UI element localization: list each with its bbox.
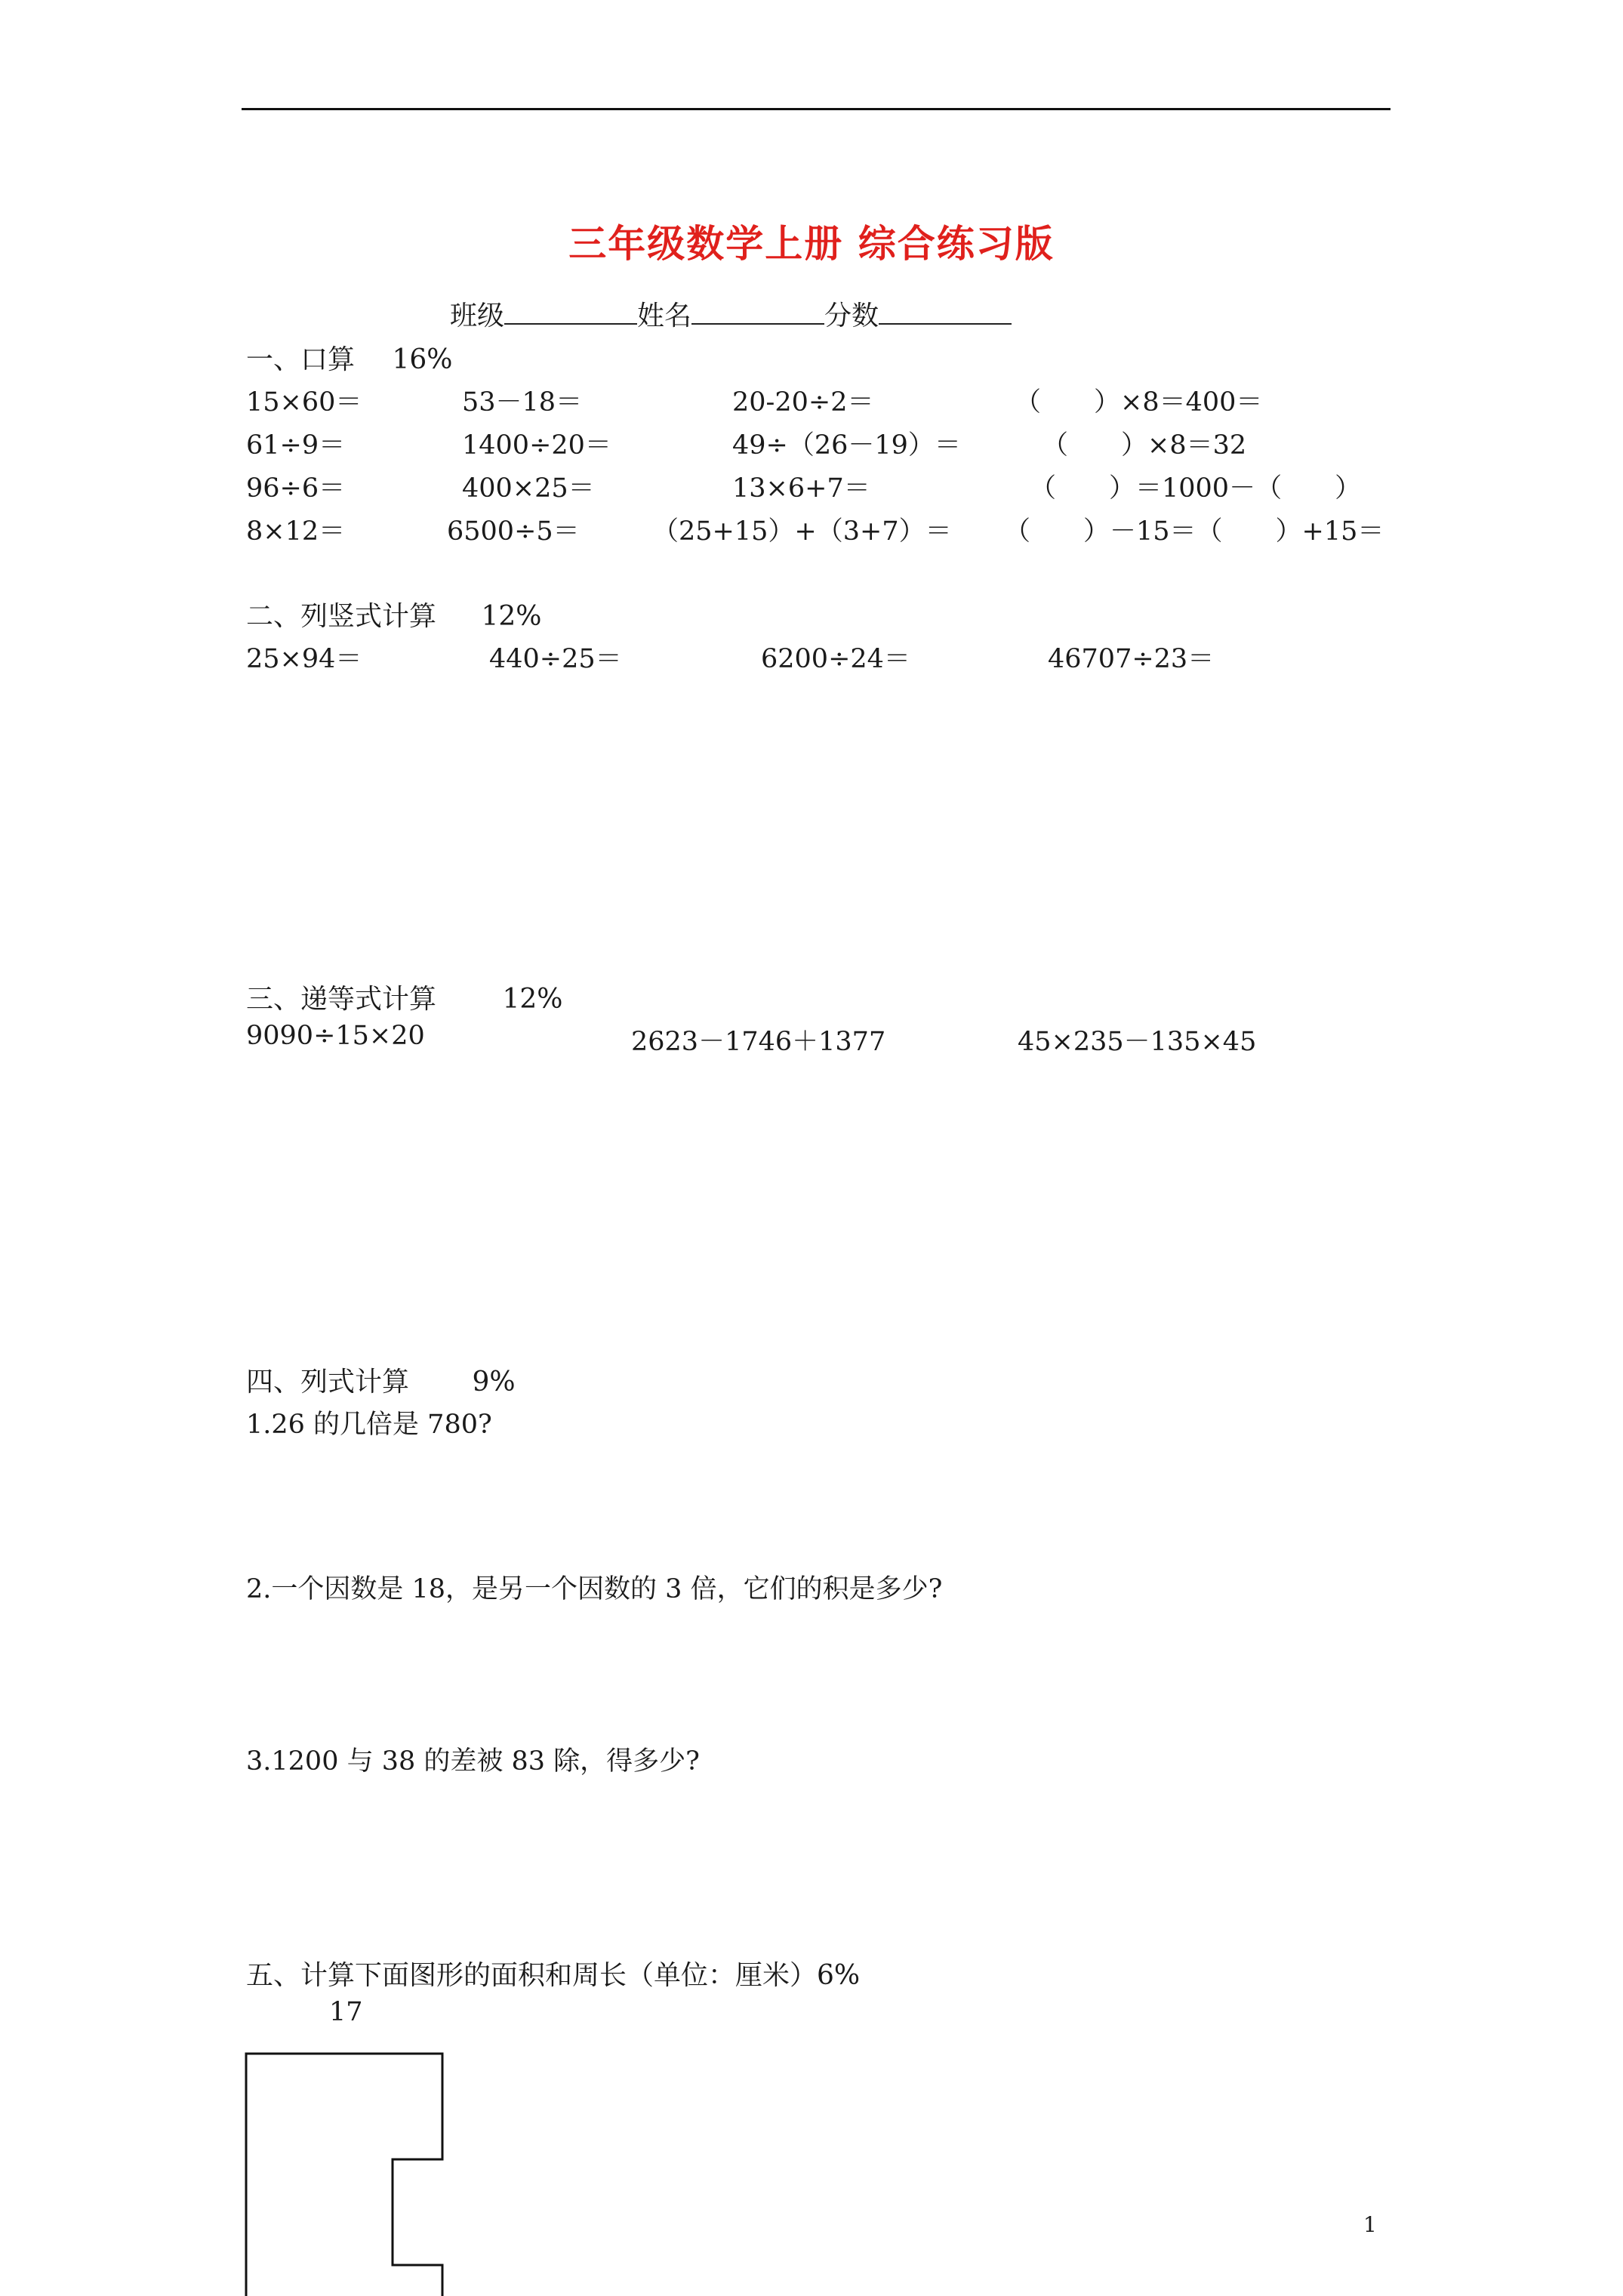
- section-1-title: 一、口算: [246, 344, 356, 375]
- s1-r1-c2: 53－18＝: [462, 387, 583, 418]
- s2-item-4: 46707÷23＝: [1048, 644, 1215, 674]
- s4-question-3: 3.1200 与 38 的差被 83 除，得多少?: [246, 1746, 700, 1777]
- s1-r4-c4: （ ）－15＝（ ）+15＝: [1004, 516, 1384, 547]
- s3-item-3: 45×235－135×45: [1018, 1027, 1257, 1057]
- s1-r2-c3: 49÷（26－19）＝: [732, 430, 961, 461]
- s1-r1-c1: 15×60＝: [246, 387, 362, 418]
- page-title: 三年级数学上册 综合练习版: [568, 221, 1055, 266]
- s4-question-1: 1.26 的几倍是 780?: [246, 1410, 492, 1440]
- s1-r2-c4: （ ）×8＝32: [1042, 430, 1247, 461]
- section-5-heading: 五、计算下面图形的面积和周长（单位：厘米）6%: [246, 1960, 861, 1991]
- s1-r2-c2: 1400÷20＝: [462, 430, 611, 461]
- s1-r4-c2: 6500÷5＝: [447, 516, 580, 547]
- section-4-percent: 9%: [472, 1367, 516, 1398]
- class-label: 班级: [450, 300, 505, 331]
- s2-item-3: 6200÷24＝: [761, 644, 910, 674]
- section-3-percent: 12%: [502, 984, 563, 1015]
- section-2-title: 二、列竖式计算: [246, 601, 437, 632]
- s4-question-2: 2.一个因数是 18，是另一个因数的 3 倍，它们的积是多少?: [246, 1574, 943, 1604]
- section-1-percent: 16%: [392, 344, 453, 375]
- s1-r3-c3: 13×6+7＝: [732, 473, 870, 504]
- s1-r2-c1: 61÷9＝: [246, 430, 346, 461]
- shape-outline: [246, 2054, 442, 2296]
- s2-item-2: 440÷25＝: [489, 644, 622, 674]
- s1-r1-c4: （ ）×8＝400＝: [1015, 387, 1263, 418]
- s1-r3-c1: 96÷6＝: [246, 473, 346, 504]
- s3-item-1: 9090÷15×20: [246, 1021, 425, 1051]
- shape-label-top: 17: [329, 1997, 363, 2027]
- s3-item-2: 2623－1746＋1377: [631, 1027, 886, 1057]
- s1-r3-c2: 400×25＝: [462, 473, 595, 504]
- section-2-percent: 12%: [481, 601, 542, 632]
- section-3-title: 三、递等式计算: [246, 984, 437, 1015]
- section-4-title: 四、列式计算: [246, 1367, 410, 1398]
- s1-r4-c3: （25+15）+（3+7）＝: [652, 516, 952, 547]
- s1-r3-c4: （ ）＝1000－（ ）: [1030, 473, 1362, 504]
- score-label: 分数: [824, 300, 879, 331]
- s1-r1-c3: 20-20÷2＝: [732, 387, 874, 418]
- s2-item-1: 25×94＝: [246, 644, 362, 674]
- page-number: 1: [1363, 2212, 1377, 2237]
- name-label: 姓名: [637, 300, 692, 331]
- s1-r4-c1: 8×12＝: [246, 516, 346, 547]
